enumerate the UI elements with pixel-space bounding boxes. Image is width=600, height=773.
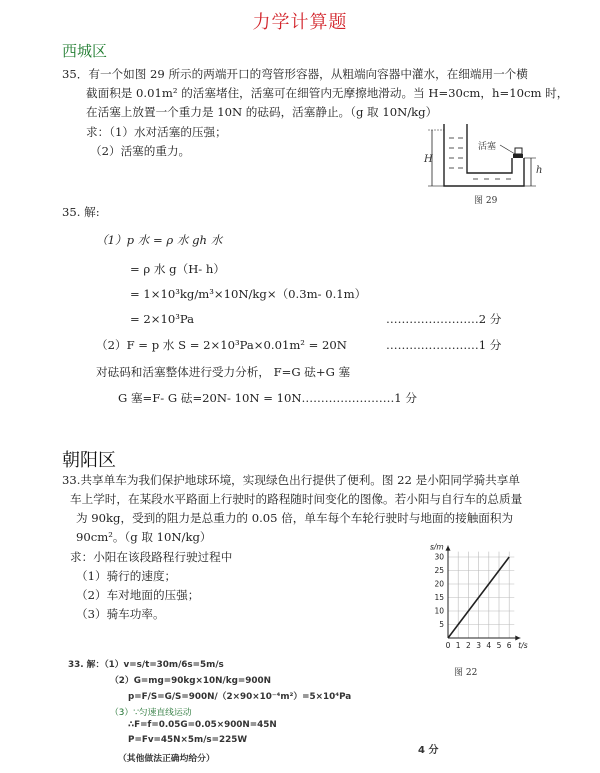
question-33-line-1: 33.共享单车为我们保护地球环境，实现绿色出行提供了便利。图 22 是小阳同学骑共享单 (62, 473, 520, 487)
solution-35-step-4-score: ……………………2 分 (386, 312, 502, 326)
x-axis-arrow (515, 636, 520, 641)
question-35-ask-2: （2）活塞的重力。 (90, 144, 191, 158)
y-axis-arrow (446, 546, 451, 551)
y-tick-label: 10 (434, 606, 444, 616)
solution-35-heading: 35. 解: (62, 205, 100, 219)
x-tick-label: 2 (466, 641, 471, 650)
answer-33-line-3: p=F/S=G/S=900N/（2×90×10⁻⁴m²）=5×10⁴Pa (128, 692, 352, 702)
answer-33-line-2: （2）G=mg=90kg×10N/kg=900N (110, 676, 271, 686)
solution-35-step-3: = 1×10³kg/m³×10N/kg×（0.3m‑ 0.1m） (130, 287, 367, 301)
x-tick-label: 1 (455, 641, 461, 650)
question-33-ask-1: （1）骑行的速度； (76, 569, 177, 583)
question-33-line-4: 90cm²。（g 取 10N/kg） (76, 530, 212, 544)
figure-29-h-label: h (536, 165, 543, 176)
y-tick-label: 5 (439, 620, 444, 629)
x-tick-label: 6 (506, 641, 512, 650)
question-35-line-1: 35．有一个如图 29 所示的两端开口的弯管形容器，从粗端向容器中灌水，在细端用一个横 (62, 67, 528, 81)
figure-22-chart (418, 530, 528, 656)
figure-29-container-diagram (418, 118, 544, 190)
question-33-ask-3: （3）骑车功率。 (76, 607, 165, 621)
figure-29-piston-label: 活塞 (478, 142, 497, 152)
question-35-line-3: 在活塞上放置一个重力是 10N 的砝码，活塞静止。（g 取 10N/kg） (86, 105, 438, 119)
answer-33-line-1: 33. 解：（1）v=s/t=30m/6s=5m/s (68, 660, 224, 670)
question-33-ask-0: 求：小阳在该段路程行驶过程中 (70, 550, 233, 564)
y-tick-label: 15 (434, 593, 444, 602)
x-tick-label: 5 (496, 641, 502, 650)
question-33-line-2: 车上学时，在某段水平路面上行驶时的路程随时间变化的图像。若小阳与自行车的总质量 (70, 492, 523, 506)
x-tick-label: 4 (486, 641, 492, 650)
piston-shape (513, 154, 523, 158)
solution-35-step-4: = 2×10³Pa (130, 312, 195, 326)
solution-35-step-2: = ρ 水 g（H‑ h） (130, 262, 225, 276)
answer-33-line-6: P=Fv=45N×5m/s=225W (128, 735, 248, 745)
x-tick-label: 3 (476, 641, 481, 650)
y-tick-label: 20 (434, 579, 444, 589)
solution-35-step-1: （1）p 水 = ρ 水 gh 水 (96, 233, 223, 247)
answer-33-line-5: ∴F=f=0.05G=0.05×900N=45N (128, 720, 277, 730)
page-title: 力学计算题 (252, 12, 348, 33)
question-35-ask-1: 求：（1）水对活塞的压强； (86, 125, 227, 139)
question-33-line-3: 为 90kg，受到的阻力是总重力的 0.05 倍，单车每个车轮行驶时与地面的接触面积为 (76, 511, 514, 525)
y-tick-label: 30 (434, 552, 444, 562)
answer-33-score: 4 分 (418, 745, 439, 756)
y-axis-label: s/m (430, 542, 444, 552)
figure-29-H-label: H (424, 154, 433, 165)
answer-33-note: （其他做法正确均给分） (118, 754, 215, 764)
solution-35-step-7: G 塞=F‑ G 砝=20N‑ 10N = 10N……………………1 分 (118, 391, 417, 405)
question-35-line-2: 截面积是 0.01m² 的活塞堵住，活塞可在细管内无摩擦地滑动。当 H=30cm，h=10cm 时， (86, 86, 569, 100)
x-axis-label: t/s (518, 641, 528, 650)
figure-29-caption: 图 29 (474, 196, 498, 206)
district-heading-chaoyang: 朝阳区 (62, 450, 116, 471)
x-tick-label: 0 (445, 641, 451, 650)
solution-35-step-6: 对砝码和活塞整体进行受力分析， F=G 砝+G 塞 (96, 365, 351, 379)
solution-35-step-5: （2）F = p 水 S = 2×10³Pa×0.01m² = 20N (96, 338, 347, 352)
question-33-ask-2: （2）车对地面的压强； (76, 588, 200, 602)
district-heading-xicheng: 西城区 (62, 42, 108, 60)
y-tick-label: 25 (434, 566, 444, 575)
figure-22-caption: 图 22 (454, 668, 478, 678)
solution-35-step-5-score: ……………………1 分 (386, 338, 502, 352)
answer-33-line-4: （3）∵匀速直线运动 (110, 708, 192, 718)
weight-shape (515, 148, 522, 154)
